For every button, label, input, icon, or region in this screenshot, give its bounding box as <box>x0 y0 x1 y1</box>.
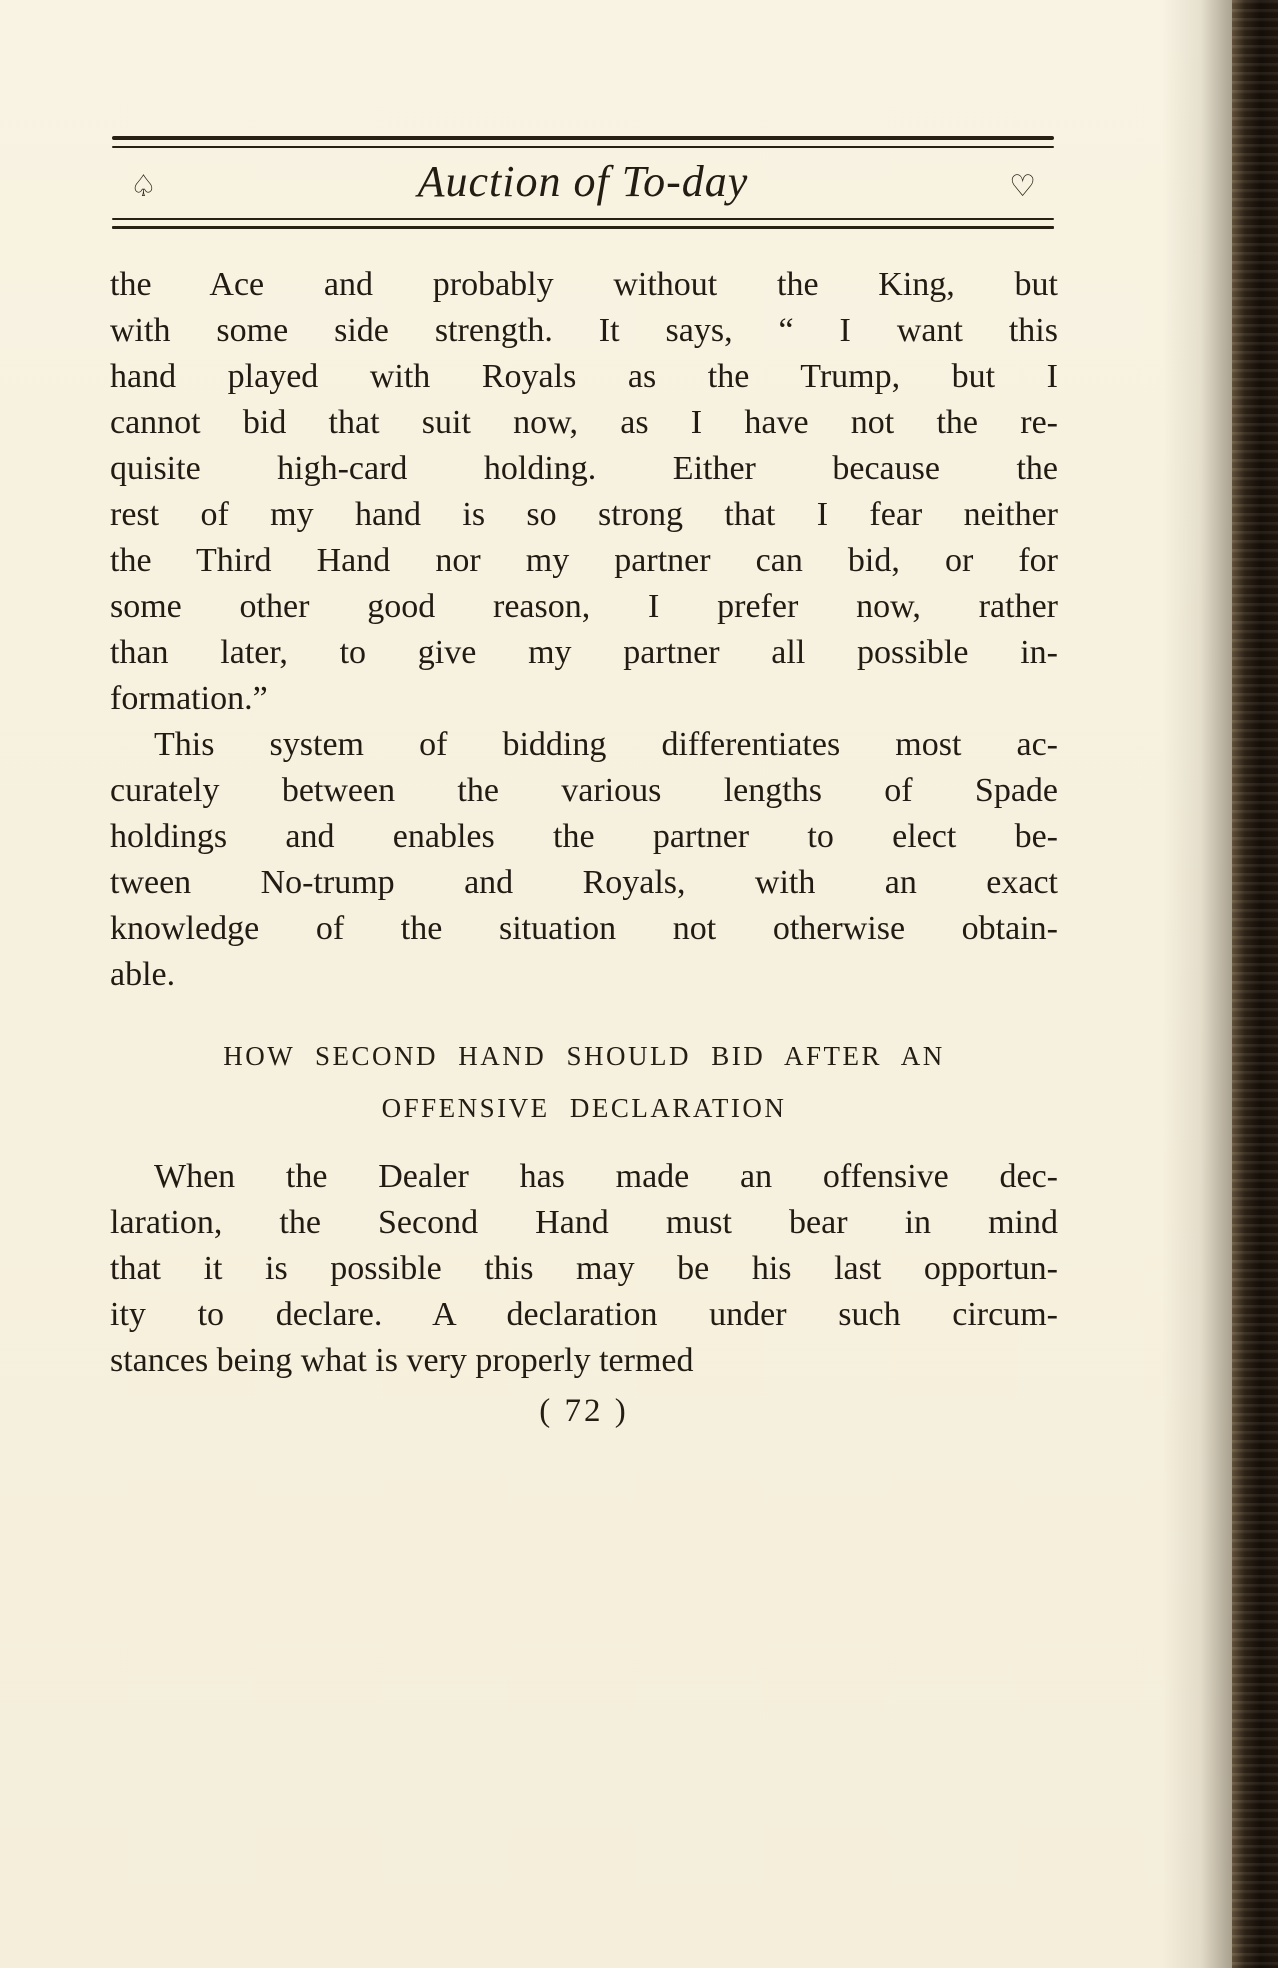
text-line: This system of bidding differentiates most ac- <box>154 726 1058 763</box>
running-header <box>112 136 1054 229</box>
paragraph-3 <box>110 1154 1058 1384</box>
rule-line <box>112 226 1054 229</box>
heart-icon: ♡ <box>1009 169 1036 204</box>
paragraph-1 <box>110 262 1058 722</box>
text-line: cannot bid that suit now, as I have not the re- <box>110 404 1058 441</box>
page-body <box>110 262 1058 1434</box>
text-line: stances being what is very properly termed <box>110 1342 694 1379</box>
text-line: knowledge of the situation not otherwise obtain- <box>110 910 1058 947</box>
header-row <box>112 148 1054 218</box>
spade-icon: ♤ <box>130 169 157 204</box>
text-line: with some side strength. It says, “ I want this <box>110 312 1058 349</box>
text-line: rest of my hand is so strong that I fear neither <box>110 496 1058 533</box>
section-heading-line: OFFENSIVE DECLARATION <box>381 1093 787 1123</box>
text-line: formation.” <box>110 680 268 717</box>
text-line: curately between the various lengths of Spade <box>110 772 1058 809</box>
page-number: ( 72 ) <box>539 1393 629 1429</box>
text-line: quisite high-card holding. Either because the <box>110 450 1058 487</box>
header-rule-top <box>112 136 1054 148</box>
text-line: hand played with Royals as the Trump, but I <box>110 358 1058 395</box>
text-line: ity to declare. A declaration under such circum- <box>110 1296 1058 1333</box>
paragraph-2 <box>110 722 1058 998</box>
text-line: holdings and enables the partner to elect be- <box>110 818 1058 855</box>
book-edge <box>1232 0 1278 1968</box>
rule-line <box>112 218 1054 220</box>
text-line: some other good reason, I prefer now, rather <box>110 588 1058 625</box>
text-line: that it is possible this may be his last opportun- <box>110 1250 1058 1287</box>
text-line: the Ace and probably without the King, but <box>110 266 1058 303</box>
text-line: the Third Hand nor my partner can bid, or for <box>110 542 1058 579</box>
section-heading <box>110 1030 1058 1134</box>
page-title: Auction of To-day <box>417 157 749 206</box>
text-line: laration, the Second Hand must bear in mind <box>110 1204 1058 1241</box>
page-edge-shadow <box>1162 0 1232 1968</box>
header-rule-bottom <box>112 218 1054 229</box>
text-line: able. <box>110 956 176 993</box>
section-heading-line: HOW SECOND HAND SHOULD BID AFTER AN <box>223 1041 945 1071</box>
text-line: When the Dealer has made an offensive dec- <box>154 1158 1058 1195</box>
text-line: tween No-trump and Royals, with an exact <box>110 864 1058 901</box>
text-line: than later, to give my partner all possible in- <box>110 634 1058 671</box>
rule-line <box>112 136 1054 140</box>
